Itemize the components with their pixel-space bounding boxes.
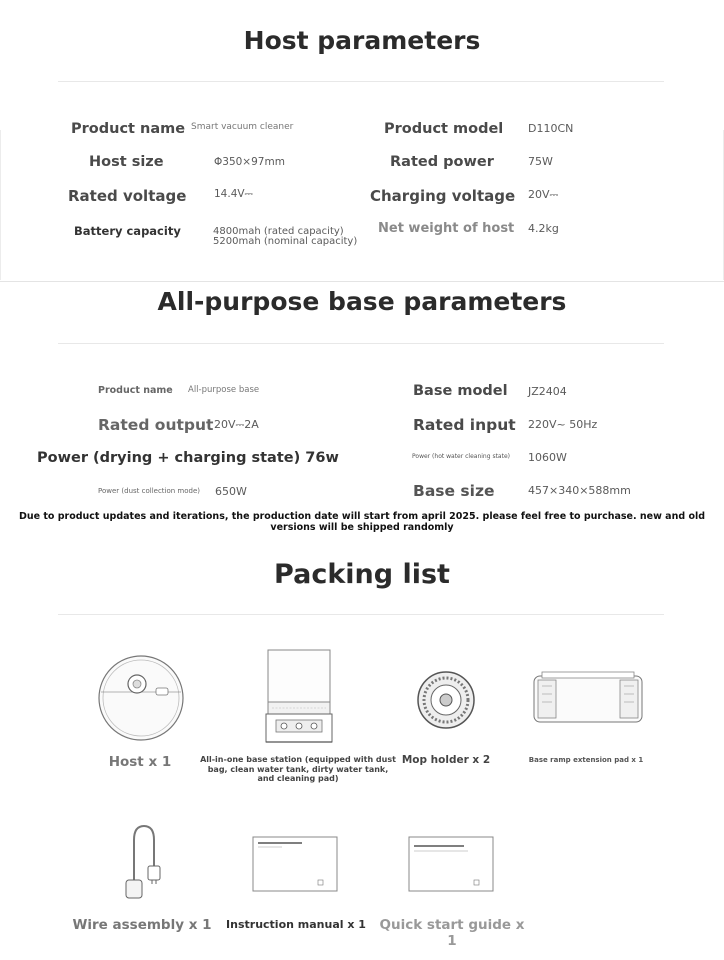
pack-label-ramp-pad: Base ramp extension pad x 1 [528,756,644,764]
host-title-rule [58,81,664,82]
base-value-rated-input: 220V~ 50Hz [528,418,598,431]
host-section-title: Host parameters [243,26,481,55]
host-value-battery-line1: 4800mah (rated capacity) [213,226,344,237]
base-label-power-hot-water: Power (hot water cleaning state) [412,453,510,460]
host-value-charging-voltage: 20V⎓ [528,188,559,201]
host-value-rated-power: 75W [528,155,553,168]
pack-label-mop-holder: Mop holder x 2 [401,754,491,766]
host-label-charging-voltage: Charging voltage [370,187,516,205]
base-value-rated-output: 20V⎓2A [214,418,259,431]
ramp-pad-icon [532,670,644,726]
base-value-power-dust: 650W [215,485,247,498]
base-label-product-name: Product name [98,385,173,396]
host-label-rated-voltage: Rated voltage [68,187,187,205]
host-label-battery-capacity: Battery capacity [74,224,181,238]
base-title-rule [58,343,664,344]
host-label-rated-power: Rated power [390,154,494,170]
base-label-rated-output: Rated output [98,416,214,434]
host-value-host-size: Φ350×97mm [214,156,285,168]
base-value-base-size: 457×340×588mm [528,484,631,497]
pack-label-base-station: All-in-one base station (equipped with dust bag, clean water tank, dirty water tank, and cleaning pad) [200,755,396,783]
host-label-product-model: Product model [384,121,504,137]
host-label-net-weight: Net weight of host [378,221,515,236]
base-label-power-drying-charging: Power (drying + charging state) 76w [37,450,339,466]
base-value-power-hot-water: 1060W [528,451,567,464]
base-label-base-size: Base size [413,482,495,500]
base-station-icon [262,648,336,746]
host-label-host-size: Host size [89,154,164,170]
quick-guide-icon [408,836,494,892]
host-value-product-name: Smart vacuum cleaner [191,122,294,132]
base-label-rated-input: Rated input [413,416,516,434]
host-value-net-weight: 4.2kg [528,222,559,235]
packing-title-rule [58,614,664,615]
robot-vacuum-icon [97,654,185,742]
pack-label-quick-start-guide: Quick start guide x 1 [379,917,525,949]
pack-label-instruction-manual: Instruction manual x 1 [226,918,366,931]
host-left-edge [0,130,1,280]
pack-label-host: Host x 1 [108,754,172,770]
section-divider [0,281,724,282]
mop-holder-icon [416,670,476,730]
host-value-battery-line2: 5200mah (nominal capacity) [213,236,358,247]
packing-section-title: Packing list [274,559,450,590]
base-section-title: All-purpose base parameters [157,287,567,316]
manual-icon [252,836,338,892]
base-label-base-model: Base model [413,383,508,399]
host-value-rated-voltage: 14.4V⎓ [214,188,253,200]
base-value-base-model: JZ2404 [528,385,567,398]
base-value-product-name: All-purpose base [188,385,260,395]
base-label-power-dust: Power (dust collection mode) [98,487,201,495]
shipping-notice: Due to product updates and iterations, the production date will start from april 2025. please feel free to purchase. new and old versions will be shipped randomly [18,511,706,533]
power-cord-icon [122,822,162,902]
host-value-product-model: D110CN [528,122,574,135]
host-label-product-name: Product name [71,121,186,137]
pack-label-wire-assembly: Wire assembly x 1 [72,917,212,933]
